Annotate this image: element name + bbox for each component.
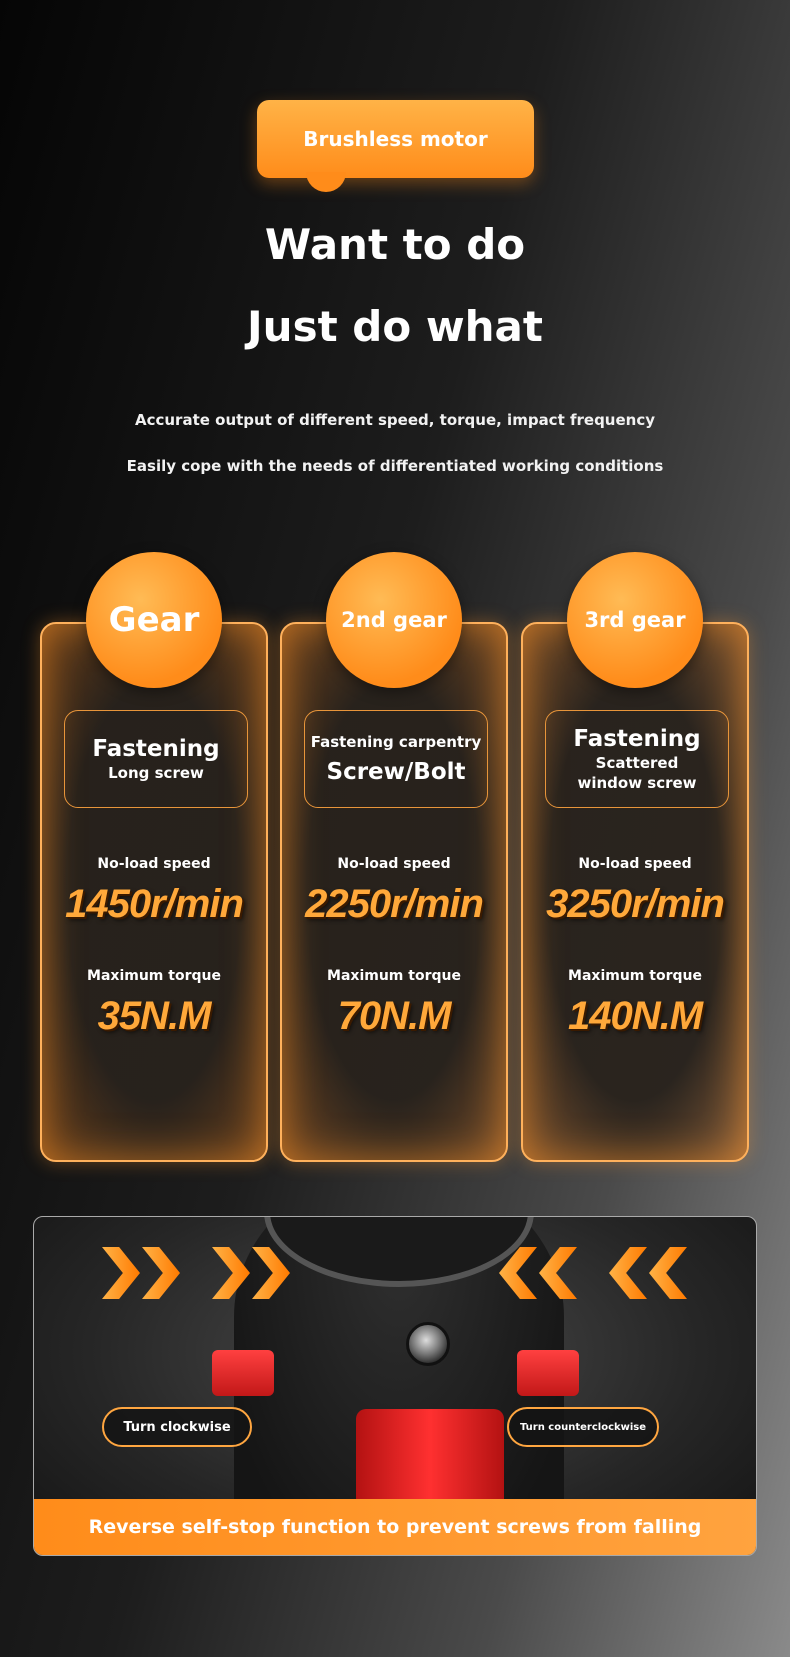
application-box-2 — [304, 710, 488, 808]
torque-label-1: Maximum torque — [87, 968, 221, 984]
turn-counterclockwise-label: Turn counterclockwise — [507, 1407, 659, 1447]
reverse-caption: Reverse self-stop function to prevent screws from falling — [34, 1499, 756, 1555]
application-box-1 — [64, 710, 248, 808]
speed-value-1: 1450r/min — [65, 882, 243, 926]
torque-value-3: 140N.M — [567, 994, 703, 1038]
headline-line-1: Want to do — [264, 220, 526, 269]
speed-label-2: No-load speed — [337, 856, 451, 872]
chevron-left-icon — [649, 1247, 687, 1299]
speed-value-3: 3250r/min — [546, 882, 724, 926]
headline-line-2: Just do what — [247, 302, 543, 351]
application-title-1: Fastening — [92, 736, 220, 762]
speed-label-3: No-load speed — [578, 856, 692, 872]
gear-card-1 — [40, 600, 268, 1162]
subtitle-line-1: Accurate output of different speed, torque, impact frequency — [134, 411, 656, 429]
application-box-3 — [545, 710, 729, 808]
gear-card-3 — [521, 608, 749, 1162]
brushless-motor-badge: Brushless motor — [257, 100, 534, 178]
gear-card-2 — [280, 608, 508, 1162]
application-detail-2: Screw/Bolt — [326, 759, 466, 785]
reverse-switch-photo — [33, 1216, 757, 1556]
badge-pointer — [306, 172, 346, 192]
gear-circle-1: Gear — [86, 552, 222, 688]
chevron-right-icon — [102, 1247, 140, 1299]
torque-label-2: Maximum torque — [327, 968, 461, 984]
application-detail-3: Scattered window screw — [577, 754, 697, 792]
chevron-left-icon — [539, 1247, 577, 1299]
chevron-right-icon — [142, 1247, 180, 1299]
torque-value-2: 70N.M — [337, 994, 451, 1038]
application-detail-1: Long screw — [108, 764, 204, 782]
right-direction-button — [517, 1350, 579, 1396]
torque-value-1: 35N.M — [97, 994, 211, 1038]
gear-circle-2: 2nd gear — [326, 552, 462, 688]
gear-circle-3: 3rd gear — [567, 552, 703, 688]
arrows-left-icon — [499, 1247, 689, 1299]
application-title-2: Fastening carpentry — [310, 733, 482, 751]
subtitle-line-2: Easily cope with the needs of differentiated working conditions — [126, 457, 664, 475]
chevron-left-icon — [609, 1247, 647, 1299]
arrows-right-icon — [102, 1247, 292, 1299]
chevron-right-icon — [252, 1247, 290, 1299]
speed-value-2: 2250r/min — [305, 882, 483, 926]
application-title-3: Fastening — [573, 726, 701, 752]
turn-clockwise-label: Turn clockwise — [102, 1407, 252, 1447]
chevron-left-icon — [499, 1247, 537, 1299]
led-light-icon — [406, 1322, 450, 1366]
speed-label-1: No-load speed — [97, 856, 211, 872]
left-direction-button — [212, 1350, 274, 1396]
torque-label-3: Maximum torque — [568, 968, 702, 984]
chevron-right-icon — [212, 1247, 250, 1299]
